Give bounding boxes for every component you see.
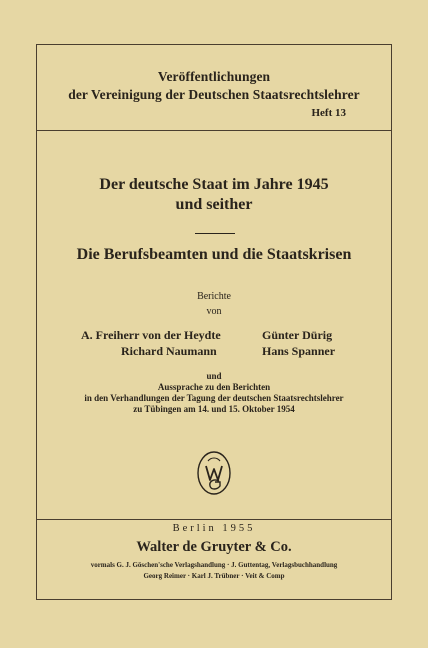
author-duerig: Günter Dürig [262, 328, 333, 342]
imprint-line-2: Georg Reimer · Karl J. Trübner · Veit & Comp [143, 572, 285, 580]
series-title-line-1: Veröffentlichungen [157, 69, 271, 84]
title-separator [195, 233, 235, 234]
series-title-line-2: der Vereinigung der Deutschen Staatsrechtslehrer [68, 87, 360, 102]
and-label: und [206, 371, 222, 381]
series-divider [36, 130, 392, 131]
place-year: Berlin 1955 [172, 523, 256, 534]
book-title-1-line-1: Der deutsche Staat im Jahre 1945 [99, 176, 329, 193]
cover-frame [36, 44, 392, 600]
author-heydte: A. Freiherr von der Heydte [81, 328, 221, 342]
series-issue: Heft 13 [311, 107, 346, 119]
book-title-2: Die Berufsbeamten und die Staatskrisen [76, 246, 352, 263]
author-naumann: Richard Naumann [121, 344, 217, 358]
discussion-line-3: zu Tübingen am 14. und 15. Oktober 1954 [133, 404, 295, 414]
publisher-name: Walter de Gruyter & Co. [136, 539, 292, 555]
book-title-1-line-2: und seither [175, 196, 253, 213]
reports-label: Berichte [197, 291, 231, 302]
author-spanner: Hans Spanner [262, 344, 336, 358]
discussion-line-1: Aussprache zu den Berichten [157, 382, 271, 392]
publisher-monogram-icon [197, 451, 231, 495]
imprint-divider [36, 519, 392, 520]
by-label: von [206, 306, 222, 317]
discussion-line-2: in den Verhandlungen der Tagung der deutschen Staatsrechtslehrer [84, 393, 344, 403]
imprint-line-1: vormals G. J. Göschen'sche Verlagshandlung · J. Guttentag, Verlagsbuchhandlung [90, 561, 338, 569]
